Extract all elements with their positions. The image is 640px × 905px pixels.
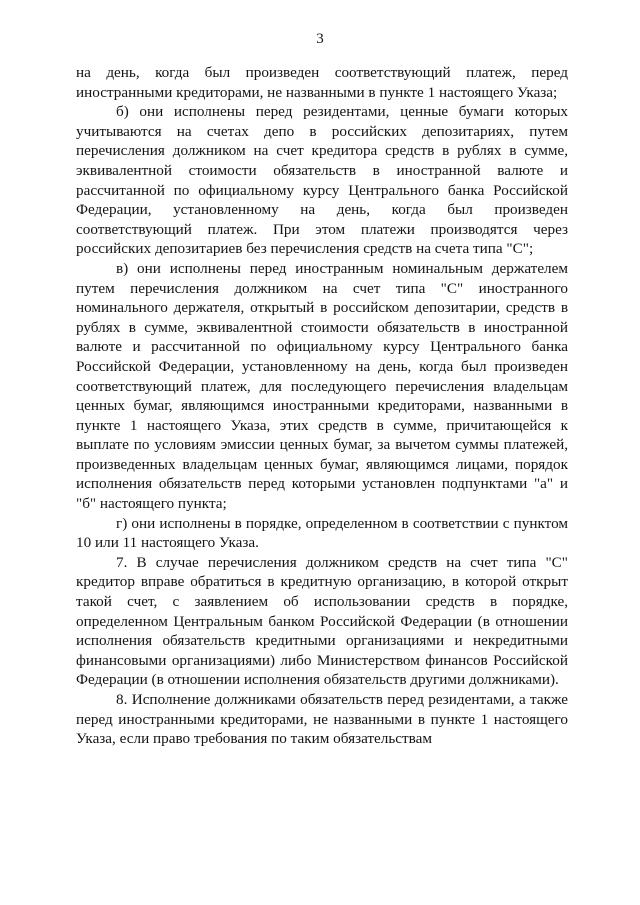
paragraph-subitem-v: в) они исполнены перед иностранным номинальным держателем путем перечисления должником на счет типа "С" иностранного номинального держателя, открытый в российском депозитарии, средств в рублях в сумме, эквивалентной стоимости обязательств в иностранной валюте и рассчитанной по официальному курсу Центрального банка Российской Федерации, установленному на день, когда был произведен соответствующий платеж, для последующего перечисления владельцам ценных бумаг, являющимся иностранными кредиторами, названными в пункте 1 настоящего Указа, этих средств в сумме, причитающейся к выплате по условиям эмиссии ценных бумаг, за вычетом суммы платежей, произведенных владельцам ценных бумаг, являющимся лицами, порядок исполнения обязательств перед которыми установлен подпунктами "а" и "б" настоящего пункта; <box>76 259 568 513</box>
page-number: 3 <box>316 31 324 47</box>
paragraph-subitem-g: г) они исполнены в порядке, определенном в соответствии с пунктом 10 или 11 настоящего Указа. <box>76 514 568 552</box>
paragraph-continuation: на день, когда был произведен соответствующий платеж, перед иностранными кредиторами, не названными в пункте 1 настоящего Указа; <box>76 64 568 101</box>
document-body <box>76 63 568 749</box>
paragraph-item-8: 8. Исполнение должниками обязательств перед резидентами, а также перед иностранными кредиторами, не названными в пункте 1 настоящего Указа, если право требования по таким обязательствам <box>76 691 568 748</box>
paragraph-subitem-b: б) они исполнены перед резидентами, ценные бумаги которых учитываются на счетах депо в российских депозитариях, путем перечисления должником на счет кредитора средств в рублях в сумме, эквивалентной стоимости обязательств в иностранной валюте и рассчитанной по официальному курсу Центрального банка Российской Федерации, установленному на день, когда был произведен соответствующий платеж. При этом платежи производятся через российских депозитариев без перечисления средств на счета типа "С"; <box>76 103 568 258</box>
paragraph-item-7: 7. В случае перечисления должником средств на счет типа "С" кредитор вправе обратиться в кредитную организацию, в которой открыт такой счет, с заявлением об использовании средств в порядке, определенном Центральным банком Российской Федерации (в отношении исполнения обязательств кредитными организациями и некредитными финансовыми организациями) либо Министерством финансов Российской Федерации (в отношении исполнения обязательств другими должниками). <box>76 553 568 689</box>
